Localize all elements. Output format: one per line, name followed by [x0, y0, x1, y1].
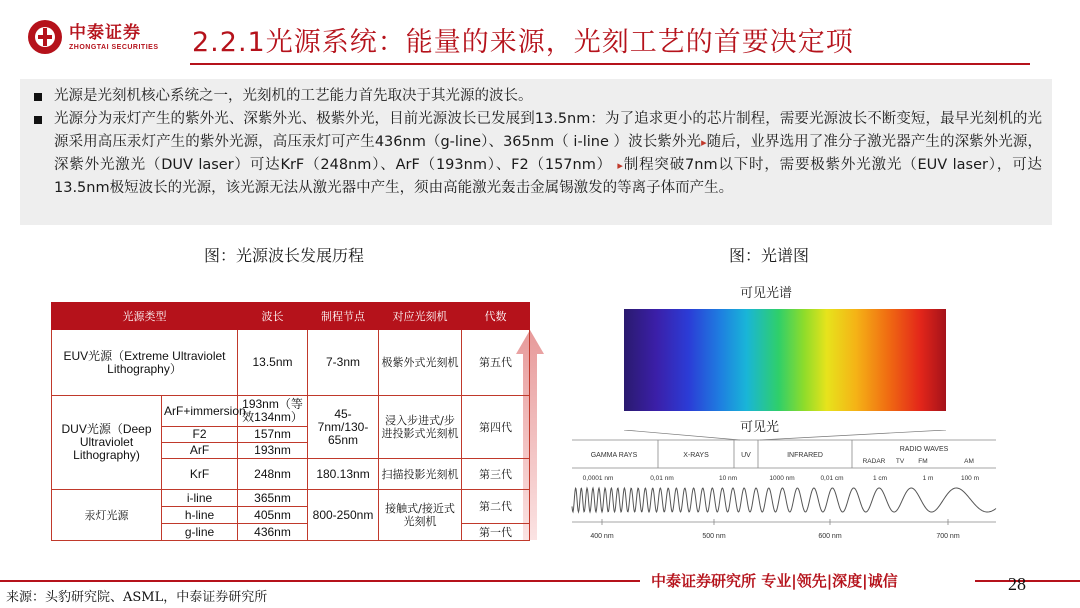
slide-title: 2.2.1光源系统：能量的来源，光刻工艺的首要决定项 [192, 27, 854, 58]
table-row [52, 330, 530, 396]
funnel-line-right [760, 430, 946, 440]
cell-sub: g-line [162, 524, 238, 541]
th-source-type: 光源类型 [52, 303, 238, 330]
cell-gen: 第三代 [462, 459, 530, 490]
scale-label: 100 m [960, 475, 980, 482]
funnel-line-left [624, 430, 740, 440]
cell-wavelength: 405nm [238, 507, 308, 524]
cell-machine: 浸入步进式/步进投影式光刻机 [379, 396, 462, 459]
band-radio: RADIO WAVES [899, 446, 949, 453]
th-node: 制程节点 [308, 303, 379, 330]
band-fm: FM [918, 458, 928, 465]
company-logo [27, 19, 158, 55]
scale-label: 0,01 cm [820, 475, 844, 482]
cell-wavelength: 365nm [238, 490, 308, 507]
axis-label: 400 nm [590, 533, 614, 540]
bullet-item [30, 108, 1042, 200]
scale-label: 1000 nm [769, 475, 795, 482]
cell-sub: KrF [162, 459, 238, 490]
bullet-text-part: 光源分为汞灯产生的紫外光、深紫外光、极紫外光，目前光源波长已发展到13.5nm：为了追求更小的芯片制程，需要光源波长不断变短，最早光刻机的光源采用高压汞灯产生的紫外光源，高压汞灯可产生436nm（g-line）、365nm（ i-line ）波长紫外光 [54, 111, 1042, 150]
scale-label: 1 m [922, 475, 934, 482]
cell-machine: 扫描投影光刻机 [379, 459, 462, 490]
cell-type: DUV光源（Deep Ultraviolet Lithography) [52, 396, 162, 490]
logo-cn-text: 中泰证券 [69, 22, 141, 43]
band-xray: X-RAYS [683, 452, 709, 459]
cell-node: 45-7nm/130-65nm [308, 396, 379, 459]
footer-brand: 中泰证券研究所 专业|领先|深度|诚信 [651, 572, 898, 590]
cell-sub: h-line [162, 507, 238, 524]
cell-type: EUV光源（Extreme Ultraviolet Lithography） [52, 330, 238, 396]
cell-machine: 极紫外式光刻机 [379, 330, 462, 396]
bullet-text: 光源是光刻机核心系统之一，光刻机的工艺能力首先取决于其光源的波长。 [54, 88, 533, 104]
footer-rule-right [975, 580, 1080, 582]
cell-wavelength: 157nm [238, 427, 308, 443]
scale-label: 0,01 nm [650, 475, 674, 482]
bullet-square-icon [34, 93, 42, 101]
logo-en-text: ZHONGTAI SECURITIES [69, 43, 159, 51]
cell-machine: 接触式/接近式光刻机 [379, 490, 462, 541]
bullet-text [54, 108, 1042, 200]
cell-node: 180.13nm [308, 459, 379, 490]
band-gamma: GAMMA RAYS [590, 452, 638, 459]
cell-wavelength: 193nm（等效134nm） [238, 396, 308, 427]
cell-sub: ArF [162, 443, 238, 459]
cell-gen: 第五代 [462, 330, 530, 396]
cell-sub: ArF+immersion [162, 396, 238, 427]
title-underline [190, 63, 1030, 65]
cell-node: 7-3nm [308, 330, 379, 396]
wave-curve [572, 488, 996, 512]
cell-node: 800-250nm [308, 490, 379, 541]
scale-label: 0,0001 nm [582, 475, 614, 482]
cell-wavelength: 248nm [238, 459, 308, 490]
cell-wavelength: 193nm [238, 443, 308, 459]
triangle-marker-icon: ▸ [617, 159, 623, 172]
page-number: 28 [1008, 574, 1026, 594]
cell-gen: 第一代 [462, 524, 530, 541]
cell-type: 汞灯光源 [52, 490, 162, 541]
scale-label: 10 nm [718, 475, 738, 482]
em-spectrum-diagram [568, 430, 1000, 548]
logo-mark-icon [27, 19, 63, 55]
axis-label: 500 nm [702, 533, 726, 540]
th-generation: 代数 [462, 303, 530, 330]
cell-wavelength: 436nm [238, 524, 308, 541]
cell-sub: F2 [162, 427, 238, 443]
band-uv: UV [741, 452, 751, 459]
cell-gen: 第四代 [462, 396, 530, 459]
spectrum-caption: 图：光谱图 [729, 246, 810, 265]
wavelength-table [51, 302, 530, 541]
wavelength-table-figure [51, 302, 529, 538]
bullet-text-part: 制程突破7nm以下时，需要极紫外光激光（EUV laser），可达13.5nm极短波长的光源，该光源无法从激光器中产生，须由高能激光轰击金属锡激发的等离子体而产生。 [54, 157, 1043, 196]
table-row [52, 490, 530, 507]
band-tv: TV [895, 458, 905, 465]
axis-label: 600 nm [818, 533, 842, 540]
table-caption: 图：光源波长发展历程 [204, 246, 365, 265]
summary-box [20, 79, 1052, 225]
bullet-square-icon [34, 116, 42, 124]
source-note: 来源：头豹研究院、ASML，中泰证券研究所 [6, 590, 268, 605]
band-radar: RADAR [862, 458, 886, 465]
visible-spectrum-label: 可见光谱 [740, 286, 793, 301]
band-infrared: INFRARED [787, 452, 823, 459]
scale-label: 1 cm [872, 475, 888, 482]
table-row [52, 396, 530, 427]
visible-light-label: 可见光 [740, 420, 780, 435]
footer-rule-left [0, 580, 640, 582]
band-am: AM [964, 458, 974, 465]
triangle-marker-icon: ▸ [701, 136, 707, 149]
cell-wavelength: 13.5nm [238, 330, 308, 396]
visible-spectrum-gradient [624, 309, 946, 411]
bullet-item [30, 85, 1042, 108]
bullet-text-part: 随后，业界选用了准分子激光器产生的深紫外光源，深紫外光激光（DUV laser）可达KrF（248nm）、ArF（193nm）、F2（157nm） [54, 134, 1043, 173]
axis-label: 700 nm [936, 533, 960, 540]
th-machine: 对应光刻机 [379, 303, 462, 330]
cell-sub: i-line [162, 490, 238, 507]
cell-gen: 第二代 [462, 490, 530, 524]
th-wavelength: 波长 [238, 303, 308, 330]
table-header-row [52, 303, 530, 330]
